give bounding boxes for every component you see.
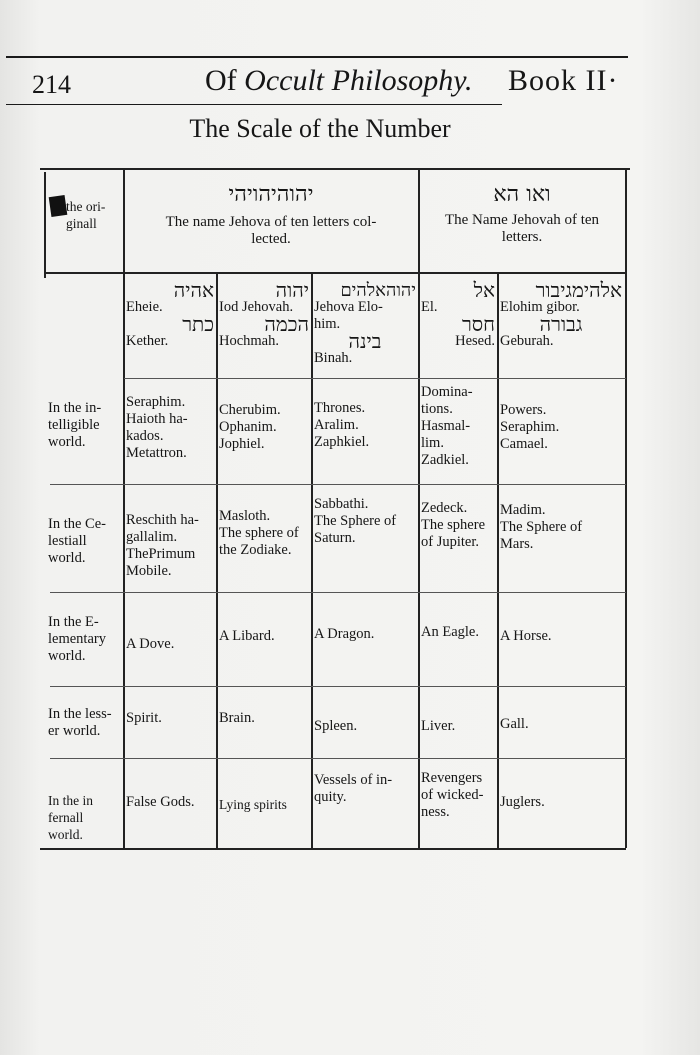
sephira-latin-2: Hochmah. (219, 333, 279, 349)
running-title-main: Occult Philosophy. (244, 64, 473, 97)
name10-text: The name Jehova of ten letters col- lected. (165, 214, 377, 247)
row-rule-4 (50, 592, 626, 593)
col-divider-2 (216, 272, 218, 848)
sephira-hebrew-1: כתר (182, 312, 214, 336)
page-number: 214 (32, 70, 71, 99)
table-right-border (625, 168, 627, 848)
cell-intelligible-5: Powers. Seraphim. Camael. (500, 402, 560, 452)
cell-infernal-3: Vessels of in- quity. (314, 772, 393, 805)
cell-elementary-2: A Libard. (219, 628, 275, 644)
cell-lesser-3: Spleen. (314, 718, 358, 734)
table-top-border (40, 168, 630, 170)
row-rule-5 (50, 686, 626, 687)
name-latin-3: Jehova Elo- him. (314, 299, 383, 332)
page-title: The Scale of the Number (189, 114, 451, 143)
row-rule-6 (50, 758, 626, 759)
cell-lesser-5: Gall. (500, 716, 529, 732)
name-latin-5: Elohim gibor. (500, 299, 580, 315)
sephira-latin-4: Hesed. (455, 333, 495, 349)
name-latin-4: El. (421, 299, 438, 315)
cell-celestial-2: Masloth. The sphere of the Zodiake. (219, 508, 299, 558)
jehovah-text: The Name Jehovah of ten letters. (444, 212, 600, 245)
row-label-lesser: In the less- er world. (48, 706, 112, 739)
row-label-infernal: In the in fernall world. (48, 793, 93, 842)
cell-intelligible-3: Thrones. Aralim. Zaphkiel. (314, 400, 370, 450)
row-label-intelligible: In the in- telligible world. (48, 400, 102, 450)
sephira-hebrew-4: חסר (461, 312, 495, 336)
cell-intelligible-2: Cherubim. Ophanim. Jophiel. (219, 402, 281, 452)
cell-lesser-2: Brain. (219, 710, 255, 726)
sephira-latin-5: Geburah. (500, 333, 554, 349)
name-latin-2: Iod Jehovah. (219, 299, 294, 315)
cell-elementary-1: A Dove. (126, 636, 175, 652)
sephira-latin-3: Binah. (314, 350, 353, 366)
row-rule-1 (46, 272, 626, 274)
sephira-hebrew-5: גבורה (539, 312, 583, 336)
sephira-hebrew-2: הכמה (264, 312, 309, 336)
cell-celestial-1: Reschith ha- gallalim. ThePrimum Mobile. (126, 512, 199, 579)
jehovah-hebrew: ואו הא (493, 182, 551, 207)
cell-infernal-4: Revengers of wicked- ness. (421, 770, 484, 820)
cell-infernal-5: Juglers. (500, 794, 545, 810)
name10-hebrew: יהוהיהויהי (228, 182, 314, 207)
row-label-celestial: In the Ce- lestiall world. (48, 516, 106, 566)
name-hebrew-4: אל (473, 278, 495, 302)
cell-intelligible-1: Seraphim. Haioth ha- kados. Metattron. (126, 394, 188, 461)
row-rule-3 (50, 484, 626, 485)
col-divider-4 (418, 168, 420, 848)
cell-elementary-5: A Horse. (500, 628, 552, 644)
col-divider-1 (123, 168, 125, 848)
name-hebrew-3: יהוהאלהים (340, 280, 416, 301)
cell-elementary-3: A Dragon. (314, 626, 375, 642)
sephira-latin-1: Kether. (126, 333, 169, 349)
cell-intelligible-4: Domina- tions. Hasmal- lim. Zadkiel. (421, 384, 473, 468)
table-bottom-border (40, 848, 626, 850)
book-number: Book II· (508, 64, 619, 97)
names-cell-2 (219, 278, 309, 350)
row-rule-2 (124, 378, 626, 379)
name-hebrew-5: אלהימגיבור (535, 278, 622, 302)
name-latin-1: Eheie. (126, 299, 163, 315)
names-cell-3 (314, 282, 416, 367)
cell-lesser-4: Liver. (421, 718, 456, 734)
cell-celestial-5: Madim. The Sphere of Mars. (500, 502, 583, 552)
name-hebrew-2: יהוה (275, 278, 309, 302)
names-cell-5 (500, 278, 622, 350)
cell-infernal-2: Lying spirits (219, 797, 287, 812)
col-divider-3 (311, 272, 313, 848)
names-cell-1 (126, 278, 214, 350)
cell-celestial-3: Sabbathi. The Sphere of Saturn. (314, 496, 397, 546)
col-divider-5 (497, 272, 499, 848)
name-hebrew-1: אהיה (173, 278, 214, 302)
original-label: the ori- ginall (66, 199, 106, 231)
cell-infernal-1: False Gods. (126, 794, 195, 810)
running-title-of: Of (205, 64, 237, 97)
cell-lesser-1: Spirit. (126, 710, 162, 726)
sephira-hebrew-3: בינה (348, 329, 382, 353)
row-label-elementary: In the E- lementary world. (48, 614, 106, 664)
names-cell-4 (421, 278, 495, 350)
cell-elementary-4: An Eagle. (421, 624, 479, 640)
table-left-border (44, 172, 46, 278)
cell-celestial-4: Zedeck. The sphere of Jupiter. (421, 500, 486, 550)
